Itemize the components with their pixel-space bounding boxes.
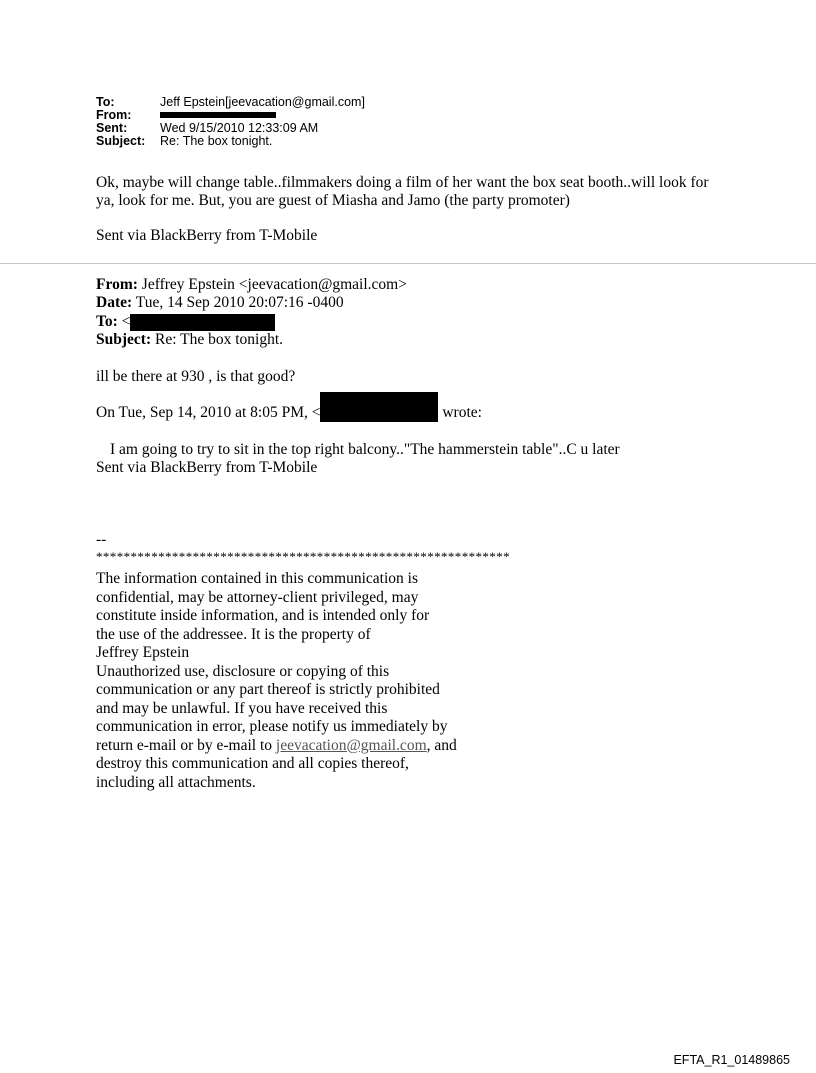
disclaimer-line-1: The information contained in this communication is xyxy=(96,570,418,587)
header-subject-value: Re: The box tonight. xyxy=(160,134,273,148)
quoted-from-row xyxy=(96,276,407,295)
document-id: EFTA_R1_01489865 xyxy=(673,1053,790,1067)
redaction-bar xyxy=(320,392,438,422)
quote-signature: Sent via BlackBerry from T-Mobile xyxy=(96,459,318,476)
email-link[interactable]: jeevacation@gmail.com xyxy=(275,736,427,754)
reply-text: ill be there at 930 , is that good? xyxy=(96,368,296,385)
quoted-subject-row xyxy=(96,331,283,350)
header-sent-label: Sent: xyxy=(96,121,128,135)
disclaimer-stars: ************************************************************ xyxy=(96,549,510,564)
redaction-bar xyxy=(130,314,275,331)
quoted-date-label: Date: xyxy=(96,294,133,311)
quoted-to-row xyxy=(96,313,275,332)
disclaimer-line-12: including all attachments. xyxy=(96,773,256,791)
disclaimer-line-5: Jeffrey Epstein xyxy=(96,644,190,661)
disclaimer-line-2: confidential, may be attorney-client privileged, may xyxy=(96,588,419,606)
attribution-suffix: wrote: xyxy=(442,404,482,421)
quoted-from-label: From: xyxy=(96,276,138,293)
outer-signature: Sent via BlackBerry from T-Mobile xyxy=(96,227,318,244)
header-sent-value: Wed 9/15/2010 12:33:09 AM xyxy=(160,121,319,135)
quoted-from-value: Jeffrey Epstein <jeevacation@gmail.com> xyxy=(141,276,407,293)
quoted-to-value: < xyxy=(121,313,131,330)
disclaimer-line-3: constitute inside information, and is intended only for xyxy=(96,607,430,624)
disclaimer-line-9: communication in error, please notify us immediately by xyxy=(96,718,448,735)
redaction-bar xyxy=(160,112,276,118)
disclaimer-line-7: communication or any part thereof is strictly prohibited xyxy=(96,681,440,698)
disclaimer-link-suffix: , and xyxy=(426,736,457,754)
header-to-label: To: xyxy=(96,95,115,109)
quote-line: I am going to try to sit in the top right balcony.."The hammerstein table"..C u later xyxy=(110,441,620,458)
disclaimer-line-6: Unauthorized use, disclosure or copying of this xyxy=(96,662,390,680)
outer-body-line-1: Ok, maybe will change table..filmmakers doing a film of her want the box seat booth..will look for xyxy=(96,174,709,191)
disclaimer-line-8: and may be unlawful. If you have received this xyxy=(96,699,388,717)
quoted-subject-value: Re: The box tonight. xyxy=(154,331,283,348)
outer-body-line-2: ya, look for me. But, you are guest of Miasha and Jamo (the party promoter) xyxy=(96,192,570,209)
disclaimer-line-11: destroy this communication and all copies thereof, xyxy=(96,755,409,772)
quoted-to-label: To: xyxy=(96,313,118,330)
attribution-line xyxy=(96,404,482,423)
quoted-subject-label: Subject: xyxy=(96,331,152,348)
disclaimer-link-prefix: return e-mail or by e-mail to xyxy=(96,736,276,754)
disclaimer-dash: -- xyxy=(96,531,107,548)
disclaimer-line-10 xyxy=(96,737,457,756)
disclaimer-line-4: the use of the addressee. It is the property of xyxy=(96,625,371,643)
quoted-date-row xyxy=(96,294,344,313)
header-to-value: Jeff Epstein[jeevacation@gmail.com] xyxy=(160,95,365,109)
message-divider xyxy=(0,263,816,264)
attribution-prefix: On Tue, Sep 14, 2010 at 8:05 PM, < xyxy=(96,404,321,421)
header-subject-label: Subject: xyxy=(96,134,146,148)
header-from-label: From: xyxy=(96,108,132,122)
quoted-date-value: Tue, 14 Sep 2010 20:07:16 -0400 xyxy=(135,294,344,311)
